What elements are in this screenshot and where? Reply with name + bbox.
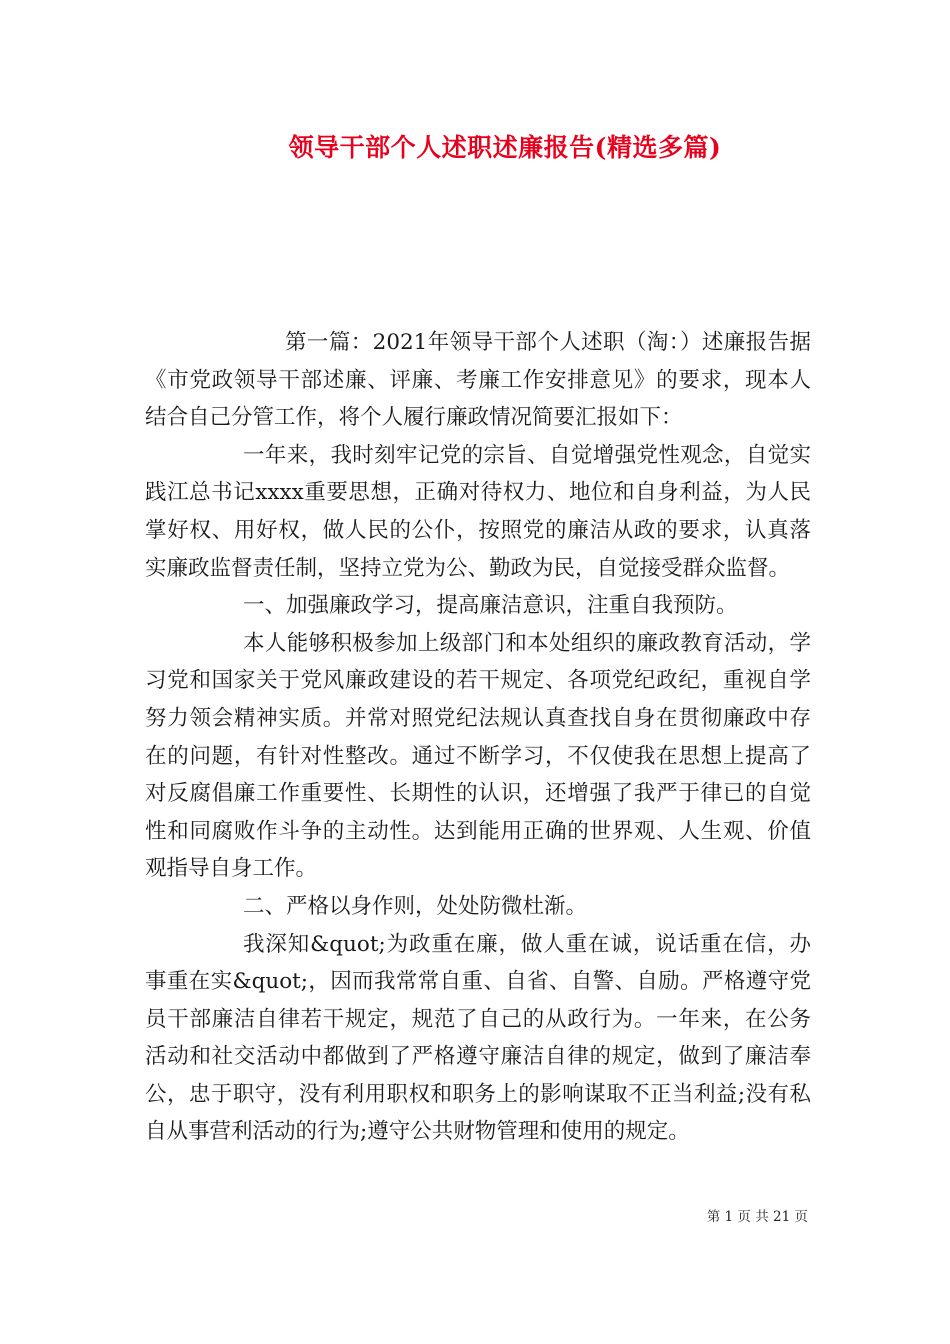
paragraph-intro: 第一篇：2021年领导干部个人述职（淘：）述廉报告据《市党政领导干部述廉、评廉、考廉工作安排意见》的要求，现本人结合自己分管工作，将个人履行廉政情况简要汇报如下： [145, 330, 811, 431]
document-body [145, 324, 811, 1151]
paragraph-study: 本人能够积极参加上级部门和本处组织的廉政教育活动，学习党和国家关于党风廉政建设的若干规定、各项党纪政纪，重视自学努力领会精神实质。并常对照党纪法规认真查找自身在贯彻廉政中存在的问题，有针对性整改。通过不断学习，不仅使我在思想上提高了对反腐倡廉工作重要性、长期性的认识，还增强了我严于律已的自觉性和同腐败作斗争的主动性。达到能用正确的世界观、人生观、价值观指导自身工作。 [145, 630, 811, 882]
section-heading-2: 二、严格以身作则，处处防微杜渐。 [243, 893, 588, 919]
page-number: 第 1 页 共 21 页 [706, 1209, 808, 1225]
section-heading-1: 一、加强廉政学习，提高廉洁意识，注重自我预防。 [243, 593, 738, 619]
document-title: 领导干部个人述职述廉报告(精选多篇) [288, 133, 722, 162]
paragraph-overview: 一年来，我时刻牢记党的宗旨、自觉增强党性观念，自觉实践江总书记xxxx重要思想，正确对待权力、地位和自身利益，为人民掌好权、用好权，做人民的公仆，按照党的廉洁从政的要求，认真落实廉政监督责任制，坚持立党为公、勤政为民，自觉接受群众监督。 [145, 442, 811, 581]
paragraph-self-discipline: 我深知&quot;为政重在廉，做人重在诚，说话重在信，办事重在实&quot;，因而我常常自重、自省、自警、自励。严格遵守党员干部廉洁自律若干规定，规范了自己的从政行为。一年来，在公务活动和社交活动中都做到了严格遵守廉洁自律的规定，做到了廉洁奉公，忠于职守，没有利用职权和职务上的影响谋取不正当利益;没有私自从事营利活动的行为;遵守公共财物管理和使用的规定。 [145, 931, 811, 1145]
